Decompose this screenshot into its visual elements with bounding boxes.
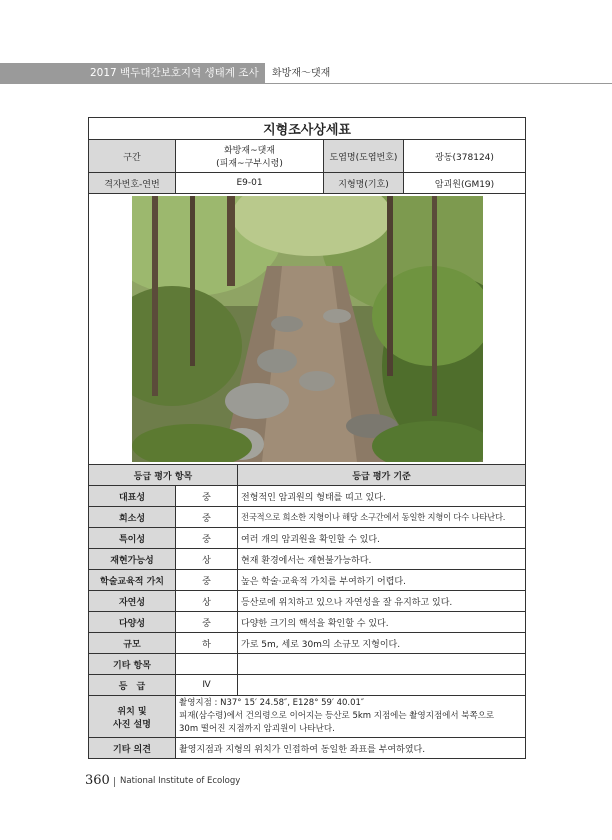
criterion-desc: 전국적으로 희소한 지형이나 해당 소구간에서 동일한 지형이 다수 나타난다. bbox=[238, 507, 526, 528]
criteria-row bbox=[89, 549, 526, 570]
criterion-grade: 중 bbox=[176, 507, 238, 528]
criteria-row bbox=[89, 486, 526, 507]
criterion-desc: 여러 개의 암괴원을 확인할 수 있다. bbox=[238, 528, 526, 549]
location-description bbox=[176, 696, 526, 738]
criterion-grade: 중 bbox=[176, 528, 238, 549]
criterion-name: 다양성 bbox=[89, 612, 176, 633]
criteria-row bbox=[89, 528, 526, 549]
section-label: 구간 bbox=[89, 140, 176, 173]
criteria-basis-header: 등급 평가 기준 bbox=[238, 465, 526, 486]
criterion-desc: 전형적인 암괴원의 형태를 띠고 있다. bbox=[238, 486, 526, 507]
criterion-desc: 높은 학술·교육적 가치를 부여하기 어렵다. bbox=[238, 570, 526, 591]
map-sheet-label: 도엽명(도엽번호) bbox=[324, 140, 404, 173]
location-label-line1: 위치 및 bbox=[117, 706, 147, 717]
location-text-line1: 촬영지점 : N37° 15′ 24.58″, E128° 59′ 40.01″ bbox=[179, 698, 365, 708]
grid-number-label: 격자번호-연번 bbox=[89, 173, 176, 194]
criteria-row bbox=[89, 675, 526, 696]
footer-institute: National Institute of Ecology bbox=[120, 776, 241, 786]
location-label bbox=[89, 696, 176, 738]
criterion-grade: 중 bbox=[176, 486, 238, 507]
criterion-name: 희소성 bbox=[89, 507, 176, 528]
header-series-title: 2017 백두대간보호지역 생태계 조사 bbox=[0, 63, 265, 84]
criterion-name: 학술교육적 가치 bbox=[89, 570, 176, 591]
map-sheet-value: 광동(378124) bbox=[404, 140, 526, 173]
header-rule bbox=[265, 83, 612, 84]
grid-number-value: E9-01 bbox=[176, 173, 324, 194]
criterion-grade: 상 bbox=[176, 549, 238, 570]
criterion-grade bbox=[176, 654, 238, 675]
landform-value: 암괴원(GM19) bbox=[404, 173, 526, 194]
criterion-grade: 중 bbox=[176, 570, 238, 591]
sheet-title: 지형조사상세표 bbox=[89, 118, 526, 140]
criterion-name: 재현가능성 bbox=[89, 549, 176, 570]
header-section-title: 화방재～댓재 bbox=[272, 68, 331, 79]
criterion-name: 기타 항목 bbox=[89, 654, 176, 675]
criteria-row bbox=[89, 633, 526, 654]
location-label-line2: 사진 설명 bbox=[113, 719, 151, 730]
criterion-name: 특이성 bbox=[89, 528, 176, 549]
criterion-desc bbox=[238, 675, 526, 696]
section-value-line2: (피재~구부시령) bbox=[216, 159, 283, 169]
landform-label: 지형명(기호) bbox=[324, 173, 404, 194]
criteria-row bbox=[89, 591, 526, 612]
criterion-desc: 현재 환경에서는 재현불가능하다. bbox=[238, 549, 526, 570]
criterion-grade: Ⅳ bbox=[176, 675, 238, 696]
criterion-name: 대표성 bbox=[89, 486, 176, 507]
location-text-line2: 피재(삼수령)에서 건의령으로 이어지는 등산로 5km 지점에는 촬영지점에서 북쪽으로 bbox=[179, 711, 495, 721]
criterion-grade: 상 bbox=[176, 591, 238, 612]
other-opinion-text: 촬영지점과 지형의 위치가 인접하여 동일한 좌표를 부여하였다. bbox=[176, 738, 526, 759]
footer-divider bbox=[114, 777, 115, 787]
criterion-grade: 중 bbox=[176, 612, 238, 633]
criterion-grade: 하 bbox=[176, 633, 238, 654]
photo-cell bbox=[89, 194, 526, 465]
criterion-desc: 다양한 크기의 핵석을 확인할 수 있다. bbox=[238, 612, 526, 633]
running-header bbox=[0, 63, 612, 84]
section-value-line1: 화방재~댓재 bbox=[223, 146, 275, 156]
criterion-desc: 등산로에 위치하고 있으나 자연성을 잘 유지하고 있다. bbox=[238, 591, 526, 612]
criteria-row bbox=[89, 507, 526, 528]
location-text-line3: 30m 떨어진 지점까지 암괴원이 나타난다. bbox=[179, 724, 335, 734]
criteria-item-header: 등급 평가 항목 bbox=[89, 465, 238, 486]
criterion-name: 등 급 bbox=[89, 675, 176, 696]
block-field-photo-illustration bbox=[132, 196, 483, 462]
criterion-name: 규모 bbox=[89, 633, 176, 654]
page-number: 360 bbox=[85, 773, 110, 788]
criterion-name: 자연성 bbox=[89, 591, 176, 612]
criteria-row bbox=[89, 570, 526, 591]
criterion-desc bbox=[238, 654, 526, 675]
criteria-row bbox=[89, 612, 526, 633]
criterion-desc: 가로 5m, 세로 30m의 소규모 지형이다. bbox=[238, 633, 526, 654]
site-photo bbox=[132, 196, 483, 462]
section-value bbox=[176, 140, 324, 173]
terrain-survey-sheet bbox=[88, 117, 526, 759]
other-opinion-label: 기타 의견 bbox=[89, 738, 176, 759]
criteria-row bbox=[89, 654, 526, 675]
